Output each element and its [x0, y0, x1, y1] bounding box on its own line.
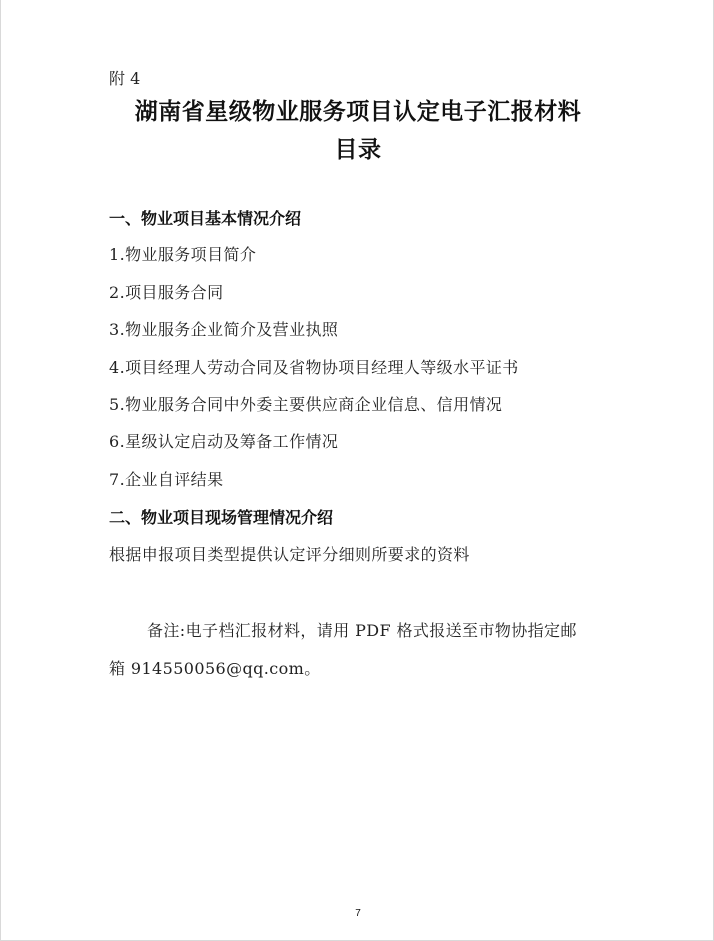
attachment-label: 附 4	[109, 69, 141, 88]
page-number: 7	[355, 908, 361, 919]
section-heading-2: 二、物业项目现场管理情况介绍	[109, 508, 334, 527]
list-item: 5.物业服务合同中外委主要供应商企业信息、信用情况	[109, 395, 503, 414]
list-item: 根据申报项目类型提供认定评分细则所要求的资料	[109, 545, 470, 564]
document-title: 湖南省星级物业服务项目认定电子汇报材料	[134, 99, 582, 125]
note-line-1: 备注:电子档汇报材料，请用 PDF 格式报送至市物协指定邮	[147, 621, 577, 640]
list-item: 2.项目服务合同	[109, 283, 224, 302]
section-heading-1: 一、物业项目基本情况介绍	[109, 209, 302, 228]
list-item: 7.企业自评结果	[109, 470, 224, 489]
list-item: 4.项目经理人劳动合同及省物协项目经理人等级水平证书	[109, 358, 519, 377]
list-item: 6.星级认定启动及筹备工作情况	[109, 432, 339, 451]
document-subtitle: 目录	[334, 137, 382, 163]
note-line-2: 箱 914550056@qq.com。	[109, 659, 321, 678]
list-item: 1.物业服务项目简介	[109, 245, 257, 264]
list-item: 3.物业服务企业简介及营业执照	[109, 320, 339, 339]
